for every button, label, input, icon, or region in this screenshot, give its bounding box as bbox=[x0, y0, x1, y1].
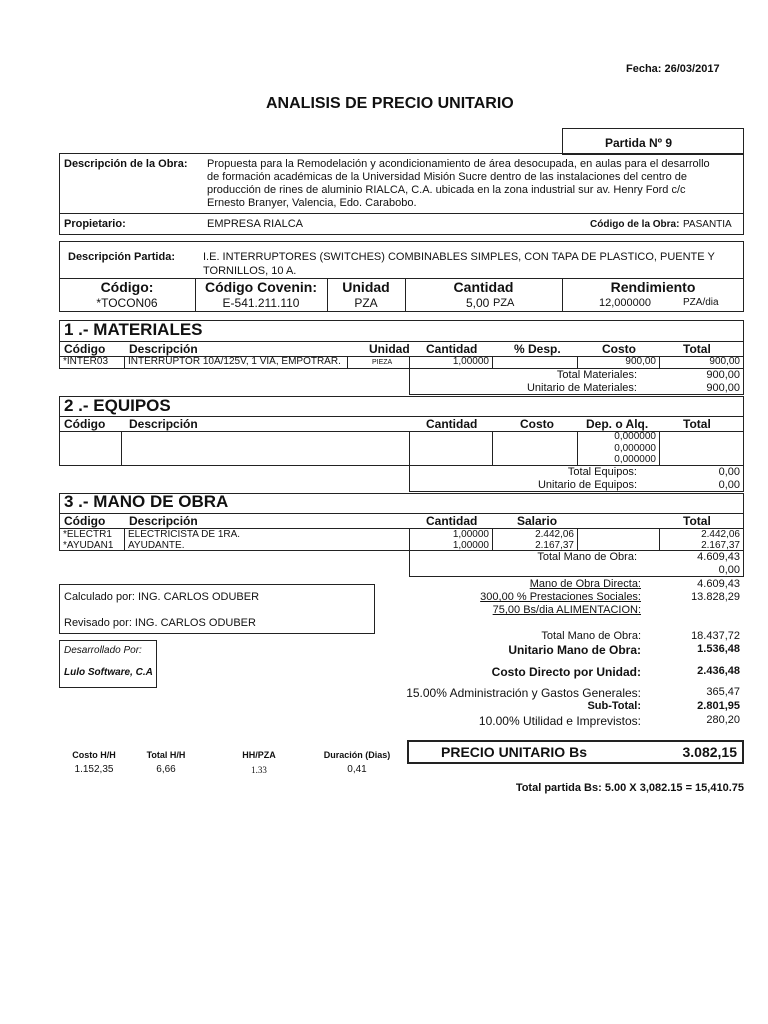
obra-desc-line: de formación académicas de la Universidad Misión Sucre dentro de las instalaciones del centro de bbox=[207, 171, 687, 183]
divider bbox=[409, 431, 410, 466]
unitario-mano-obra: 1.536,48 bbox=[697, 643, 740, 655]
col-desp: % Desp. bbox=[514, 342, 561, 356]
precio-unitario-box bbox=[407, 740, 744, 764]
mano-obra-title: 3 .- MANO DE OBRA bbox=[64, 492, 229, 511]
col-salario: Salario bbox=[517, 514, 558, 528]
codigo-obra-value: PASANTIA bbox=[683, 219, 732, 230]
cantidad-value: 5,00 bbox=[466, 296, 490, 310]
hh-pza-label: HH/PZA bbox=[242, 750, 276, 760]
materiales-title: 1 .- MATERIALES bbox=[64, 320, 203, 339]
costo-directo-label: Costo Directo por Unidad: bbox=[491, 665, 641, 679]
partida-box bbox=[562, 128, 744, 155]
obra-desc-line: producción de rines de aluminio RIALCA, C.A. ubicada en la zona industrial sur av. Henry Ford c/c bbox=[207, 184, 686, 196]
prestaciones: 13.828,29 bbox=[691, 591, 740, 603]
col-codigo: Código bbox=[64, 514, 106, 528]
cantidad-unit: PZA bbox=[493, 297, 515, 309]
fecha: Fecha: 26/03/2017 bbox=[626, 63, 720, 75]
costo-hh-label: Costo H/H bbox=[72, 750, 116, 760]
divider bbox=[124, 356, 125, 368]
propietario-label: Propietario: bbox=[64, 218, 126, 230]
page-title: ANALISIS DE PRECIO UNITARIO bbox=[266, 95, 514, 112]
total-mano-obra-extra: 0,00 bbox=[718, 564, 740, 576]
row-total: 2.442,06 bbox=[701, 529, 740, 540]
divider bbox=[347, 356, 348, 368]
divider bbox=[121, 431, 122, 466]
divider bbox=[492, 356, 493, 368]
total-hh-label: Total H/H bbox=[146, 750, 186, 760]
col-unidad: Unidad bbox=[369, 342, 410, 356]
col-descripcion: Descripción bbox=[129, 342, 198, 356]
desarrollado-label: Desarrollado Por: bbox=[64, 645, 142, 656]
col-total: Total bbox=[683, 514, 711, 528]
equipos-title: 2 .- EQUIPOS bbox=[64, 396, 171, 415]
col-descripcion: Descripción bbox=[129, 514, 198, 528]
admin-label: 15.00% Administración y Gastos Generales: bbox=[406, 686, 641, 700]
codigo-obra-label: Código de la Obra: bbox=[590, 219, 680, 230]
alimentacion-label: 75,00 Bs/dia ALIMENTACION: bbox=[492, 604, 641, 616]
col-total: Total bbox=[683, 342, 711, 356]
row-codigo: *AYUDAN1 bbox=[63, 540, 114, 551]
precio-unitario-label: PRECIO UNITARIO Bs bbox=[441, 744, 587, 760]
partida-desc-line: TORNILLOS, 10 A. bbox=[203, 265, 297, 277]
costo-hh: 1.152,35 bbox=[74, 764, 114, 775]
unitario-equipos-label: Unitario de Equipos: bbox=[537, 479, 637, 491]
unitario-equipos: 0,00 bbox=[718, 479, 740, 491]
prestaciones-label: 300,00 % Prestaciones Sociales: bbox=[480, 591, 641, 603]
rendimiento-unit: PZA/dia bbox=[683, 297, 719, 308]
obra-desc-label: Descripción de la Obra: bbox=[64, 158, 188, 170]
total-mano-obra: 4.609,43 bbox=[697, 551, 740, 563]
col-dep: Dep. o Alq. bbox=[586, 417, 649, 431]
obra-desc-line: Propuesta para la Remodelación y acondicionamiento de área desocupada, en aulas para el desarrollo bbox=[207, 158, 710, 170]
dep-value: 0,000000 bbox=[614, 454, 656, 465]
unitario-materiales-label: Unitario de Materiales: bbox=[526, 382, 637, 394]
col-descripcion: Descripción bbox=[129, 417, 198, 431]
duracion: 0,41 bbox=[347, 764, 367, 775]
divider bbox=[59, 213, 744, 214]
unitario-materiales: 900,00 bbox=[706, 382, 740, 394]
row-cantidad: 1,00000 bbox=[452, 540, 489, 551]
divider bbox=[659, 431, 660, 466]
col-cantidad: Cantidad bbox=[426, 514, 478, 528]
total-equipos: 0,00 bbox=[718, 466, 740, 478]
subtotal: 2.801,95 bbox=[697, 700, 740, 712]
col-total: Total bbox=[683, 417, 711, 431]
row-desc: INTERRUPTOR 10A/125V, 1 VIA, EMPOTRAR. bbox=[128, 356, 341, 367]
row-unidad: PIEZA bbox=[372, 359, 393, 366]
costo-directo: 2.436,48 bbox=[697, 665, 740, 677]
col-costo: Costo bbox=[602, 342, 636, 356]
total-mano-obra2-label: Total Mano de Obra: bbox=[541, 630, 641, 642]
rendimiento-label: Rendimiento bbox=[610, 279, 696, 295]
row-salario: 2.167,37 bbox=[535, 540, 574, 551]
divider bbox=[492, 431, 493, 466]
covenin-label: Código Covenin: bbox=[205, 279, 317, 295]
divider bbox=[577, 528, 578, 551]
total-materiales-label: Total Materiales: bbox=[556, 369, 637, 381]
divider bbox=[124, 528, 125, 551]
row-cantidad: 1,00000 bbox=[452, 529, 489, 540]
software-name: Lulo Software, C.A bbox=[64, 667, 153, 678]
unitario-mano-obra-label: Unitario Mano de Obra: bbox=[508, 643, 641, 657]
hh-pza: 1.33 bbox=[251, 765, 267, 775]
row-costo: 900,00 bbox=[625, 356, 656, 367]
propietario-value: EMPRESA RIALCA bbox=[207, 218, 303, 230]
col-codigo: Código bbox=[64, 417, 106, 431]
utilidad: 280,20 bbox=[706, 714, 740, 726]
partida-desc-label: Descripción Partida: bbox=[68, 251, 175, 263]
duracion-label: Duración (Dias) bbox=[323, 750, 391, 760]
admin: 365,47 bbox=[706, 686, 740, 698]
row-desc: AYUDANTE. bbox=[128, 540, 185, 551]
utilidad-label: 10.00% Utilidad e Imprevistos: bbox=[478, 714, 641, 728]
row-salario: 2.442,06 bbox=[535, 529, 574, 540]
total-materiales: 900,00 bbox=[706, 369, 740, 381]
rendimiento-value: 12,000000 bbox=[599, 297, 651, 309]
codigo-value: *TOCON06 bbox=[96, 296, 158, 310]
covenin-value: E-541.211.110 bbox=[222, 296, 300, 310]
col-costo: Costo bbox=[520, 417, 554, 431]
row-codigo: *INTER03 bbox=[63, 356, 109, 367]
calculado-por: Calculado por: ING. CARLOS ODUBER bbox=[64, 591, 260, 603]
col-codigo: Código bbox=[64, 342, 106, 356]
row-desc: ELECTRICISTA DE 1RA. bbox=[128, 529, 241, 540]
dep-value: 0,000000 bbox=[614, 431, 656, 442]
unidad-value: PZA bbox=[354, 296, 378, 310]
mano-obra-directa-label: Mano de Obra Directa: bbox=[529, 578, 641, 590]
total-mano-obra-label: Total Mano de Obra: bbox=[537, 551, 637, 563]
row-codigo: *ELECTR1 bbox=[63, 529, 112, 540]
row-total: 2.167,37 bbox=[701, 540, 740, 551]
precio-unitario-value: 3.082,15 bbox=[682, 744, 737, 760]
partida-number: Partida Nº 9 bbox=[605, 136, 673, 150]
codigo-label: Código: bbox=[100, 279, 154, 295]
subtotal-label: Sub-Total: bbox=[587, 700, 641, 712]
total-mano-obra2: 18.437,72 bbox=[691, 630, 740, 642]
dep-value: 0,000000 bbox=[614, 443, 656, 454]
total-partida: Total partida Bs: 5.00 X 3,082.15 = 15,410.75 bbox=[515, 782, 744, 794]
cantidad-label: Cantidad bbox=[453, 279, 514, 295]
row-total: 900,00 bbox=[709, 356, 740, 367]
obra-desc-line: Ernesto Branyer, Valencia, Edo. Carabobo. bbox=[207, 197, 417, 209]
mano-obra-directa: 4.609,43 bbox=[697, 578, 740, 590]
total-hh: 6,66 bbox=[156, 764, 176, 775]
unidad-label: Unidad bbox=[342, 279, 390, 295]
revisado-por: Revisado por: ING. CARLOS ODUBER bbox=[64, 617, 256, 629]
partida-desc-line: I.E. INTERRUPTORES (SWITCHES) COMBINABLES SIMPLES, CON TAPA DE PLASTICO, PUENTE Y bbox=[203, 251, 715, 263]
total-equipos-label: Total Equipos: bbox=[567, 466, 637, 478]
row-cantidad: 1,00000 bbox=[452, 356, 489, 367]
col-cantidad: Cantidad bbox=[426, 342, 478, 356]
col-cantidad: Cantidad bbox=[426, 417, 478, 431]
